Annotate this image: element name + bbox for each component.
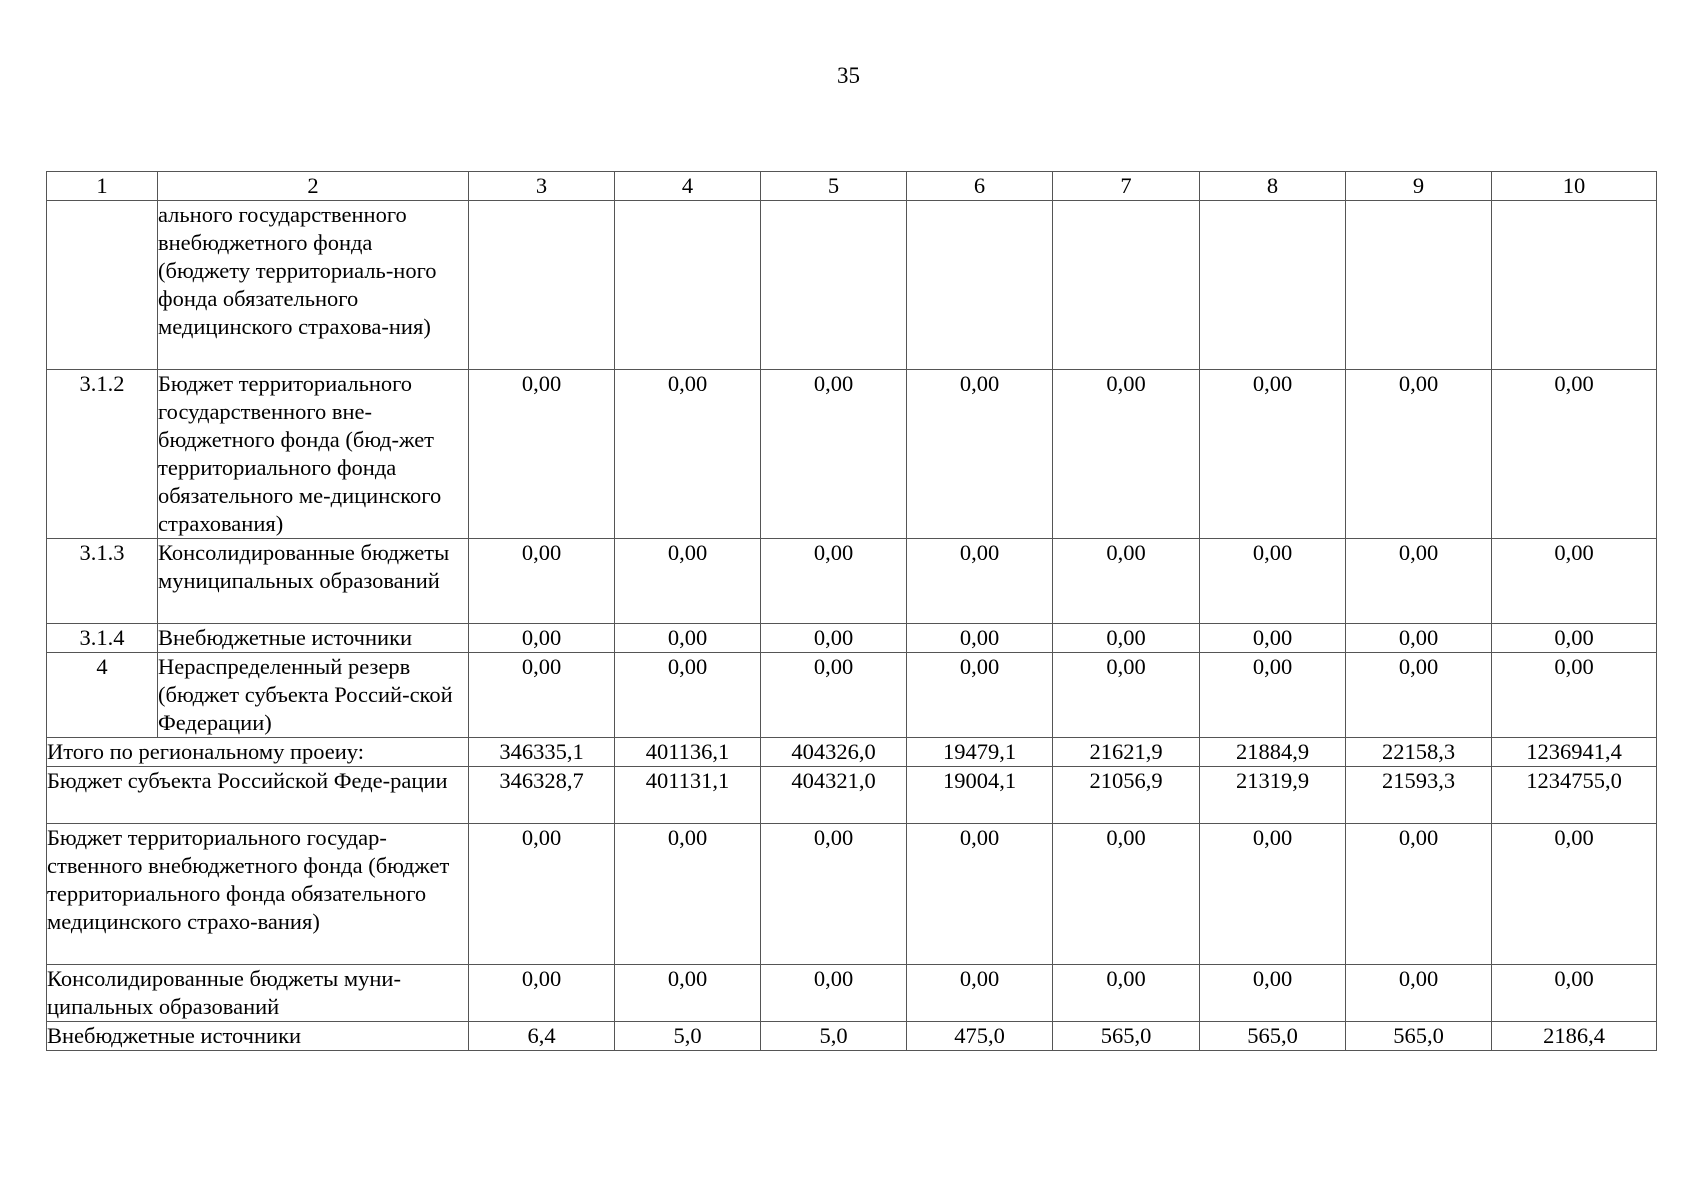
value-cell: 0,00 xyxy=(1346,653,1492,738)
column-header: 1 xyxy=(47,172,158,201)
value-cell: 0,00 xyxy=(1053,370,1200,539)
value-cell: 401136,1 xyxy=(615,738,761,767)
value-cell: 2186,4 xyxy=(1492,1022,1657,1051)
value-cell: 0,00 xyxy=(1492,539,1657,624)
value-cell: 0,00 xyxy=(761,653,907,738)
value-cell: 0,00 xyxy=(615,370,761,539)
row-code: 3.1.4 xyxy=(47,624,158,653)
column-header: 5 xyxy=(761,172,907,201)
value-cell: 1236941,4 xyxy=(1492,738,1657,767)
page-number: 35 xyxy=(837,63,860,88)
summary-row xyxy=(47,965,1657,1022)
value-cell: 0,00 xyxy=(761,370,907,539)
value-cell: 0,00 xyxy=(1053,624,1200,653)
summary-label: Консолидированные бюджеты муни-ципальных образований xyxy=(47,965,469,1022)
value-cell: 0,00 xyxy=(615,824,761,965)
row-name: Нераспределенный резерв (бюджет субъекта Россий-ской Федерации) xyxy=(158,653,469,738)
value-cell: 0,00 xyxy=(1200,824,1346,965)
column-header: 4 xyxy=(615,172,761,201)
value-cell: 0,00 xyxy=(907,824,1053,965)
value-cell: 0,00 xyxy=(1053,539,1200,624)
column-header-row xyxy=(47,172,1657,201)
value-cell xyxy=(761,201,907,370)
value-cell xyxy=(469,201,615,370)
value-cell xyxy=(1492,201,1657,370)
value-cell: 0,00 xyxy=(615,653,761,738)
value-cell: 0,00 xyxy=(907,653,1053,738)
column-header: 7 xyxy=(1053,172,1200,201)
value-cell: 346335,1 xyxy=(469,738,615,767)
value-cell: 19479,1 xyxy=(907,738,1053,767)
value-cell: 0,00 xyxy=(907,624,1053,653)
value-cell: 21884,9 xyxy=(1200,738,1346,767)
value-cell xyxy=(1053,201,1200,370)
value-cell: 0,00 xyxy=(761,965,907,1022)
column-header: 3 xyxy=(469,172,615,201)
value-cell: 0,00 xyxy=(761,624,907,653)
value-cell: 565,0 xyxy=(1200,1022,1346,1051)
value-cell: 0,00 xyxy=(1200,624,1346,653)
value-cell: 0,00 xyxy=(1492,653,1657,738)
value-cell: 0,00 xyxy=(761,824,907,965)
value-cell: 0,00 xyxy=(1200,653,1346,738)
value-cell: 0,00 xyxy=(1346,624,1492,653)
value-cell: 0,00 xyxy=(615,624,761,653)
value-cell: 0,00 xyxy=(1053,653,1200,738)
summary-row xyxy=(47,824,1657,965)
value-cell: 0,00 xyxy=(1200,370,1346,539)
column-header: 9 xyxy=(1346,172,1492,201)
column-header: 2 xyxy=(158,172,469,201)
value-cell xyxy=(1200,201,1346,370)
value-cell: 0,00 xyxy=(1200,965,1346,1022)
value-cell: 22158,3 xyxy=(1346,738,1492,767)
value-cell: 5,0 xyxy=(761,1022,907,1051)
summary-row xyxy=(47,767,1657,824)
value-cell: 0,00 xyxy=(907,539,1053,624)
value-cell: 0,00 xyxy=(1346,539,1492,624)
value-cell: 21593,3 xyxy=(1346,767,1492,824)
value-cell: 0,00 xyxy=(907,965,1053,1022)
row-name: Внебюджетные источники xyxy=(158,624,469,653)
value-cell: 19004,1 xyxy=(907,767,1053,824)
summary-label: Бюджет территориального государ-ственного внебюджетного фонда (бюджет территориального фонда обязательного медицинского страхо-вания) xyxy=(47,824,469,965)
value-cell: 0,00 xyxy=(1492,624,1657,653)
table-row xyxy=(47,653,1657,738)
column-header: 8 xyxy=(1200,172,1346,201)
value-cell: 0,00 xyxy=(469,965,615,1022)
value-cell: 6,4 xyxy=(469,1022,615,1051)
value-cell: 21319,9 xyxy=(1200,767,1346,824)
row-code: 3.1.2 xyxy=(47,370,158,539)
row-name: ального государственного внебюджетного фонда (бюджету территориаль-ного фонда обязательного медицинского страхова-ния) xyxy=(158,201,469,370)
summary-label: Бюджет субъекта Российской Феде-рации xyxy=(47,767,469,824)
value-cell xyxy=(907,201,1053,370)
value-cell xyxy=(615,201,761,370)
value-cell: 0,00 xyxy=(1492,824,1657,965)
value-cell: 0,00 xyxy=(615,539,761,624)
value-cell: 0,00 xyxy=(469,539,615,624)
value-cell: 0,00 xyxy=(469,370,615,539)
table-row xyxy=(47,624,1657,653)
value-cell: 5,0 xyxy=(615,1022,761,1051)
value-cell: 0,00 xyxy=(469,653,615,738)
budget-table xyxy=(46,171,1657,1051)
value-cell: 565,0 xyxy=(1053,1022,1200,1051)
value-cell: 0,00 xyxy=(1492,965,1657,1022)
value-cell: 21621,9 xyxy=(1053,738,1200,767)
row-name: Бюджет территориального государственного вне-бюджетного фонда (бюд-жет территориального фонда обязательного ме-дицинского страхования) xyxy=(158,370,469,539)
table-row xyxy=(47,539,1657,624)
value-cell: 0,00 xyxy=(1053,965,1200,1022)
value-cell: 475,0 xyxy=(907,1022,1053,1051)
summary-row xyxy=(47,738,1657,767)
value-cell: 0,00 xyxy=(1346,370,1492,539)
table-row xyxy=(47,370,1657,539)
value-cell: 0,00 xyxy=(1346,965,1492,1022)
value-cell: 0,00 xyxy=(761,539,907,624)
row-code xyxy=(47,201,158,370)
value-cell: 0,00 xyxy=(469,624,615,653)
value-cell: 565,0 xyxy=(1346,1022,1492,1051)
value-cell: 0,00 xyxy=(1053,824,1200,965)
value-cell: 0,00 xyxy=(1200,539,1346,624)
value-cell: 0,00 xyxy=(907,370,1053,539)
row-name: Консолидированные бюджеты муниципальных образований xyxy=(158,539,469,624)
value-cell: 1234755,0 xyxy=(1492,767,1657,824)
row-code: 3.1.3 xyxy=(47,539,158,624)
value-cell: 0,00 xyxy=(1346,824,1492,965)
value-cell: 404326,0 xyxy=(761,738,907,767)
value-cell xyxy=(1346,201,1492,370)
value-cell: 0,00 xyxy=(615,965,761,1022)
row-code: 4 xyxy=(47,653,158,738)
summary-label: Итого по региональному проеиу: xyxy=(47,738,469,767)
column-header: 10 xyxy=(1492,172,1657,201)
summary-label: Внебюджетные источники xyxy=(47,1022,469,1051)
value-cell: 0,00 xyxy=(469,824,615,965)
value-cell: 404321,0 xyxy=(761,767,907,824)
value-cell: 21056,9 xyxy=(1053,767,1200,824)
value-cell: 0,00 xyxy=(1492,370,1657,539)
table-row xyxy=(47,201,1657,370)
summary-row xyxy=(47,1022,1657,1051)
value-cell: 346328,7 xyxy=(469,767,615,824)
value-cell: 401131,1 xyxy=(615,767,761,824)
column-header: 6 xyxy=(907,172,1053,201)
